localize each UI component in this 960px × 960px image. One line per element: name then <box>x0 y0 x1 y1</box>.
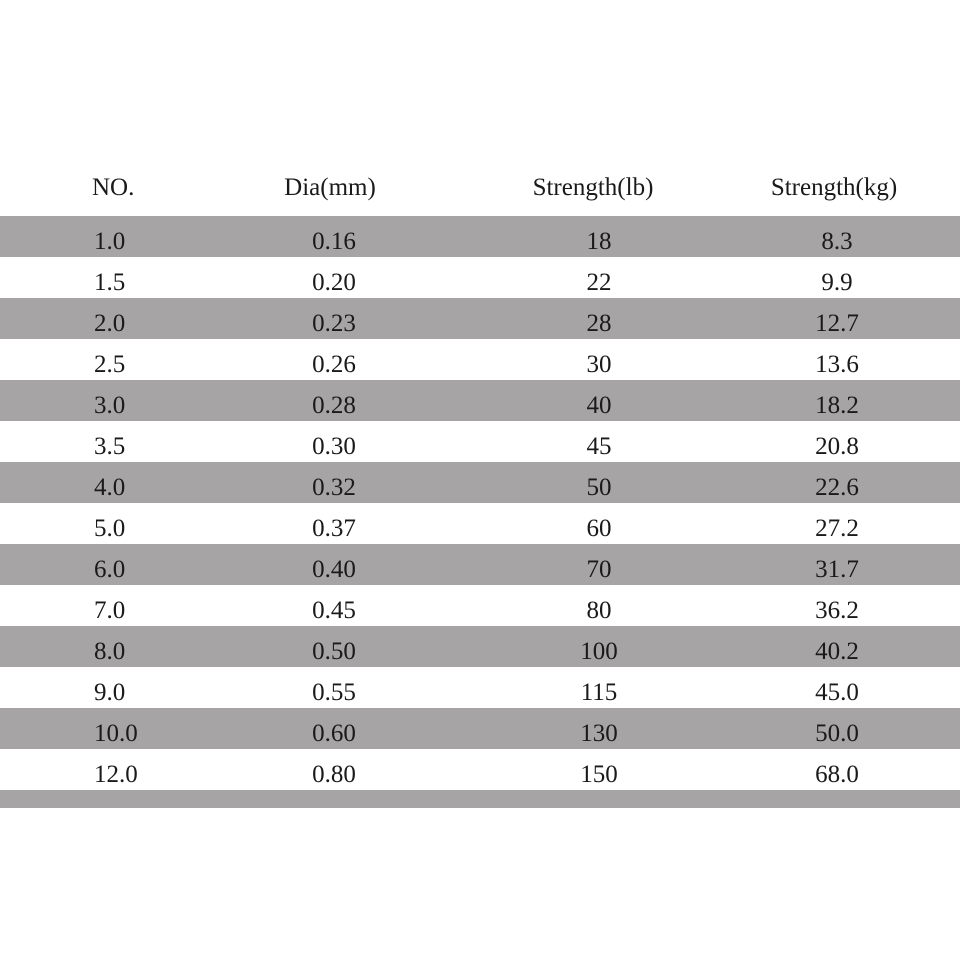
cell-no: 12.0 <box>94 760 138 788</box>
cell-strength-kg: 22.6 <box>815 473 859 501</box>
cell-strength-lb: 60 <box>586 514 612 542</box>
cell-strength-lb: 130 <box>580 719 618 747</box>
cell-strength-kg: 68.0 <box>815 760 859 788</box>
cell-no: 2.5 <box>94 350 126 378</box>
cell-strength-lb: 150 <box>580 760 618 788</box>
table-body <box>0 216 960 790</box>
cell-no: 7.0 <box>94 596 126 624</box>
cell-strength-kg: 27.2 <box>815 514 859 542</box>
header-no: NO. <box>92 174 135 201</box>
table-row <box>0 626 960 667</box>
cell-strength-lb: 45 <box>586 432 612 460</box>
cell-diameter: 0.30 <box>312 432 356 460</box>
cell-no: 8.0 <box>94 637 126 665</box>
spec-table <box>0 160 960 808</box>
cell-diameter: 0.16 <box>312 227 356 255</box>
cell-no: 3.5 <box>94 432 126 460</box>
cell-diameter: 0.45 <box>312 596 356 624</box>
cell-diameter: 0.23 <box>312 309 356 337</box>
table-row <box>0 585 960 626</box>
cell-strength-lb: 50 <box>586 473 612 501</box>
cell-strength-kg: 9.9 <box>821 268 853 296</box>
cell-strength-lb: 70 <box>586 555 612 583</box>
cell-strength-kg: 20.8 <box>815 432 859 460</box>
table-row <box>0 708 960 749</box>
cell-strength-kg: 31.7 <box>815 555 859 583</box>
header-diameter: Dia(mm) <box>284 174 376 201</box>
cell-strength-lb: 30 <box>586 350 612 378</box>
table-row <box>0 544 960 585</box>
cell-diameter: 0.60 <box>312 719 356 747</box>
cell-no: 1.5 <box>94 268 126 296</box>
table-row <box>0 298 960 339</box>
table-row <box>0 749 960 790</box>
cell-strength-lb: 80 <box>586 596 612 624</box>
cell-diameter: 0.28 <box>312 391 356 419</box>
cell-no: 5.0 <box>94 514 126 542</box>
table-header <box>0 160 960 216</box>
cell-strength-kg: 18.2 <box>815 391 859 419</box>
cell-strength-kg: 12.7 <box>815 309 859 337</box>
cell-diameter: 0.80 <box>312 760 356 788</box>
cell-no: 1.0 <box>94 227 126 255</box>
table-bottom-bar <box>0 790 960 808</box>
cell-diameter: 0.20 <box>312 268 356 296</box>
cell-strength-lb: 28 <box>586 309 612 337</box>
cell-strength-kg: 36.2 <box>815 596 859 624</box>
cell-diameter: 0.40 <box>312 555 356 583</box>
cell-diameter: 0.55 <box>312 678 356 706</box>
cell-no: 9.0 <box>94 678 126 706</box>
cell-no: 4.0 <box>94 473 126 501</box>
cell-strength-lb: 40 <box>586 391 612 419</box>
table-row <box>0 421 960 462</box>
cell-diameter: 0.26 <box>312 350 356 378</box>
cell-strength-kg: 8.3 <box>821 227 853 255</box>
cell-diameter: 0.37 <box>312 514 356 542</box>
cell-no: 2.0 <box>94 309 126 337</box>
cell-diameter: 0.32 <box>312 473 356 501</box>
cell-strength-lb: 100 <box>580 637 618 665</box>
table-row <box>0 257 960 298</box>
cell-strength-lb: 115 <box>580 678 618 706</box>
cell-strength-lb: 22 <box>586 268 612 296</box>
cell-strength-kg: 40.2 <box>815 637 859 665</box>
table-row <box>0 339 960 380</box>
cell-no: 6.0 <box>94 555 126 583</box>
table-row <box>0 462 960 503</box>
table-row <box>0 216 960 257</box>
cell-strength-kg: 45.0 <box>815 678 859 706</box>
cell-diameter: 0.50 <box>312 637 356 665</box>
table-row <box>0 667 960 708</box>
cell-strength-kg: 13.6 <box>815 350 859 378</box>
cell-no: 3.0 <box>94 391 126 419</box>
header-strength-lb: Strength(lb) <box>532 174 654 201</box>
header-strength-kg: Strength(kg) <box>770 174 898 201</box>
cell-strength-lb: 18 <box>586 227 612 255</box>
cell-no: 10.0 <box>94 719 138 747</box>
table-row <box>0 380 960 421</box>
cell-strength-kg: 50.0 <box>815 719 859 747</box>
table-row <box>0 503 960 544</box>
